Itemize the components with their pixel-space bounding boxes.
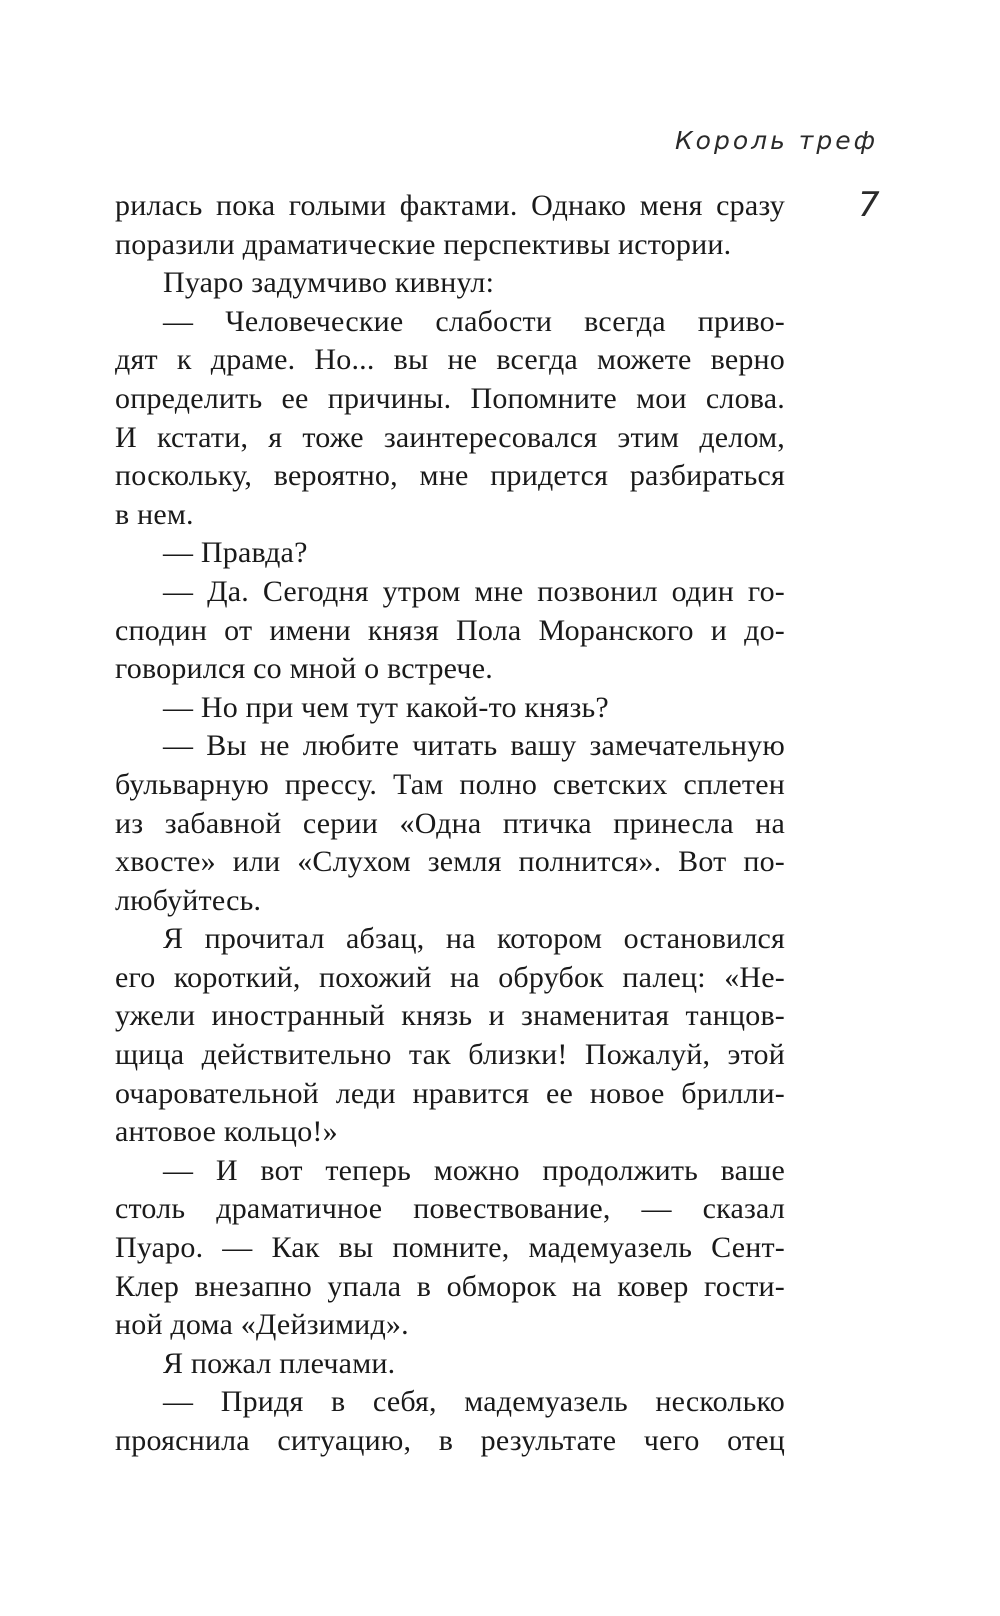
text-line: Я пожал плечами. [163, 1346, 396, 1380]
text-line: И кстати, я тоже заинтересовался этим делом, [115, 420, 785, 454]
text-line: — Да. Сегодня утром мне позвонил один го- [163, 574, 785, 608]
text-line: его короткий, похожий на обрубок палец: «Не- [115, 960, 785, 994]
text-line: поскольку, вероятно, мне придется разбираться [115, 459, 785, 493]
text-line: из забавной серии «Одна птичка принесла на [115, 806, 785, 840]
text-line: — Вы не любите читать вашу замечательную [163, 729, 785, 763]
text-line: сподин от имени князя Пола Моранского и до- [115, 613, 785, 647]
page-number: 7 [858, 185, 880, 225]
text-line: столь драматичное повествование, — сказал [115, 1192, 785, 1226]
text-line: — Но при чем тут какой-то князь? [163, 690, 609, 724]
text-line: — И вот теперь можно продолжить ваше [163, 1153, 785, 1187]
text-line: Пуаро задумчиво кивнул: [163, 266, 495, 300]
text-line: в нем. [115, 497, 194, 531]
text-line: Пуаро. — Как вы помните, мадемуазель Сент- [115, 1231, 785, 1265]
text-line: бульварную прессу. Там полно светских сплетен [115, 767, 785, 801]
text-line: говорился со мной о встрече. [115, 652, 493, 686]
text-line: Клер внезапно упала в обморок на ковер гости- [115, 1269, 785, 1303]
text-line: хвосте» или «Слухом земля полнится». Вот по- [115, 845, 785, 879]
text-line: очаровательной леди нравится ее новое брилли- [115, 1076, 785, 1110]
text-line: — Правда? [163, 536, 308, 570]
text-line: антовое кольцо!» [115, 1115, 338, 1149]
text-line: прояснила ситуацию, в результате чего отец [115, 1424, 785, 1457]
text-line: рилась пока голыми фактами. Однако меня сразу [115, 189, 785, 222]
text-line: Я прочитал абзац, на котором остановился [163, 922, 785, 956]
body-text [115, 187, 785, 1461]
text-line: любуйтесь. [115, 883, 262, 917]
text-line: щица действительно так близки! Пожалуй, этой [115, 1038, 785, 1072]
text-line: определить ее причины. Попомните мои слова. [115, 381, 785, 415]
text-line: ной дома «Дейзимид». [115, 1308, 409, 1342]
text-line: — Придя в себя, мадемуазель несколько [163, 1385, 785, 1419]
running-title: Король треф [674, 126, 878, 155]
text-line: ужели иностранный князь и знаменитая танцов- [115, 999, 785, 1033]
text-line: — Человеческие слабости всегда приво- [163, 304, 785, 338]
text-line: поразили драматические перспективы истории. [115, 227, 732, 261]
text-line: дят к драме. Но... вы не всегда можете верно [115, 343, 785, 377]
